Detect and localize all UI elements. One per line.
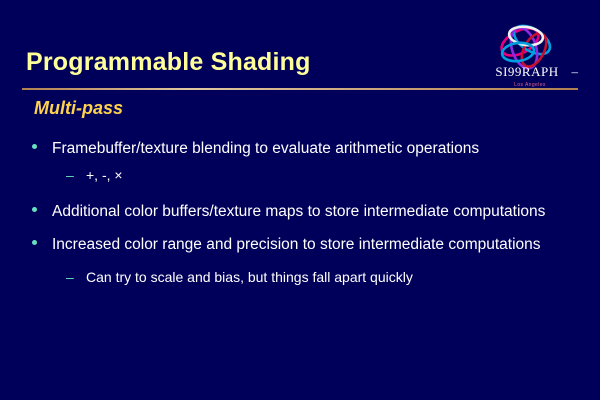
list-item-label: Increased color range and precision to store intermediate computations [52,236,541,253]
logo-sublabel: Los Angeles [514,82,546,88]
list-item [28,201,576,222]
dash-marker-icon: – [66,269,74,285]
list-item [28,234,576,255]
title-divider [22,88,578,90]
dash-marker-icon: – [66,167,74,183]
list-item-label: Can try to scale and bias, but things fall apart quickly [86,269,413,285]
list-item [28,267,576,287]
list-item [28,165,576,185]
logo-right-tick: – [571,64,578,79]
bullet-dot-icon [32,240,37,245]
logo-wordmark: SI99RAPH [495,64,559,79]
list-item [28,138,576,159]
siggraph-logo [474,14,582,92]
bullet-dot-icon [32,144,37,149]
bullet-list [28,138,576,293]
list-item-label: Additional color buffers/texture maps to store intermediate computations [52,203,546,220]
list-item-label: +, -, × [86,167,123,183]
list-item-label: Framebuffer/texture blending to evaluate arithmetic operations [52,140,480,157]
spacer [28,191,576,201]
slide-subtitle: Multi-pass [34,98,124,118]
page-title: Programmable Shading [26,48,311,76]
bullet-dot-icon [32,207,37,212]
